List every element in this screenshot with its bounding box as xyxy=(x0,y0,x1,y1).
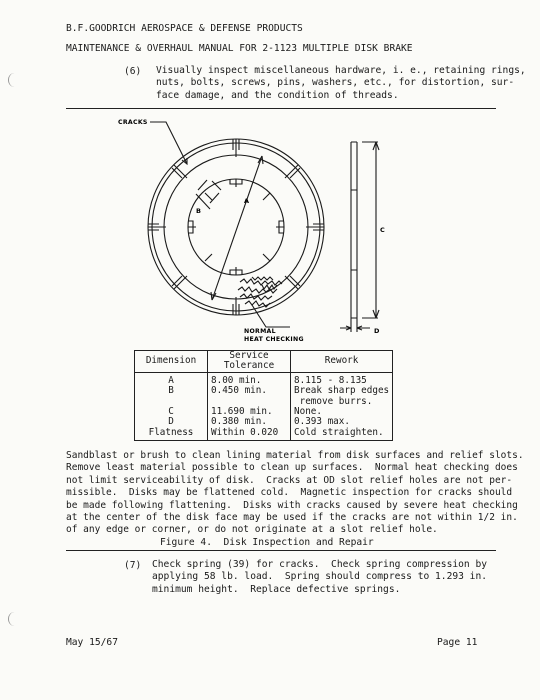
binder-hole-mark xyxy=(8,73,21,87)
step-6-text: Visually inspect miscellaneous hardware, i. e., retaining rings, nuts, bolts, screws, pins, washers, etc., for distortion, sur- face damage, and the condition of threads. xyxy=(156,65,526,101)
figure-caption: Figure 4. Disk Inspection and Repair xyxy=(160,537,374,548)
cracks-label: CRACKS xyxy=(118,119,148,126)
footer-page-number: Page 11 xyxy=(437,637,478,648)
dimension-a-label: A xyxy=(244,197,250,205)
repair-notes: Sandblast or brush to clean lining material from disk surfaces and relief slots. Remove least material possible to clean up surfaces. Normal heat checking does not limit serviceability of disk. Cracks at OD slot relief holes are not per- missible. Disks may be flattened cold. Magnetic inspection for cracks should be made following flattening. Disks with cracks caused by severe heat checking at the center of the disk face may be used if the cracks are not within 1/2 in. of any edge or corner, or do not originate at a slot relief hole. xyxy=(66,450,524,536)
normal-label: NORMAL xyxy=(244,328,276,335)
dimension-d-label: D xyxy=(374,327,380,335)
header-tolerance: Service Tolerance xyxy=(208,351,291,373)
table-row: Flatness Within 0.020 Cold straighten. xyxy=(135,428,393,441)
table-row: B 0.450 min. Break sharp edges remove burrs. xyxy=(135,386,393,407)
company-header: B.F.GOODRICH AEROSPACE & DEFENSE PRODUCTS xyxy=(66,23,303,34)
dimension-b-label: B xyxy=(196,207,201,215)
caption-rule xyxy=(66,550,496,551)
dimension-c-label: C xyxy=(380,226,385,234)
step-7-number: (7) xyxy=(124,560,142,571)
tolerance-table xyxy=(134,350,393,441)
footer-date: May 15/67 xyxy=(66,637,118,648)
manual-title: MAINTENANCE & OVERHAUL MANUAL FOR 2-1123 MULTIPLE DISK BRAKE xyxy=(66,43,413,54)
step-7-text: Check spring (39) for cracks. Check spring compression by applying 58 lb. load. Spring should compress to 1.293 in. minimum height. Replace defective springs. xyxy=(152,559,488,595)
heat-checking-label: HEAT CHECKING xyxy=(244,336,304,343)
table-header-row xyxy=(135,351,393,373)
header-rework: Rework xyxy=(291,351,393,373)
step-6-number: (6) xyxy=(124,66,142,77)
header-dimension: Dimension xyxy=(135,351,208,373)
table-row: A 8.00 min. 8.115 - 8.135 xyxy=(135,372,393,386)
table-row: D 0.380 min. 0.393 max. xyxy=(135,417,393,427)
table-row: C 11.690 min. None. xyxy=(135,407,393,417)
binder-hole-mark xyxy=(8,612,21,626)
